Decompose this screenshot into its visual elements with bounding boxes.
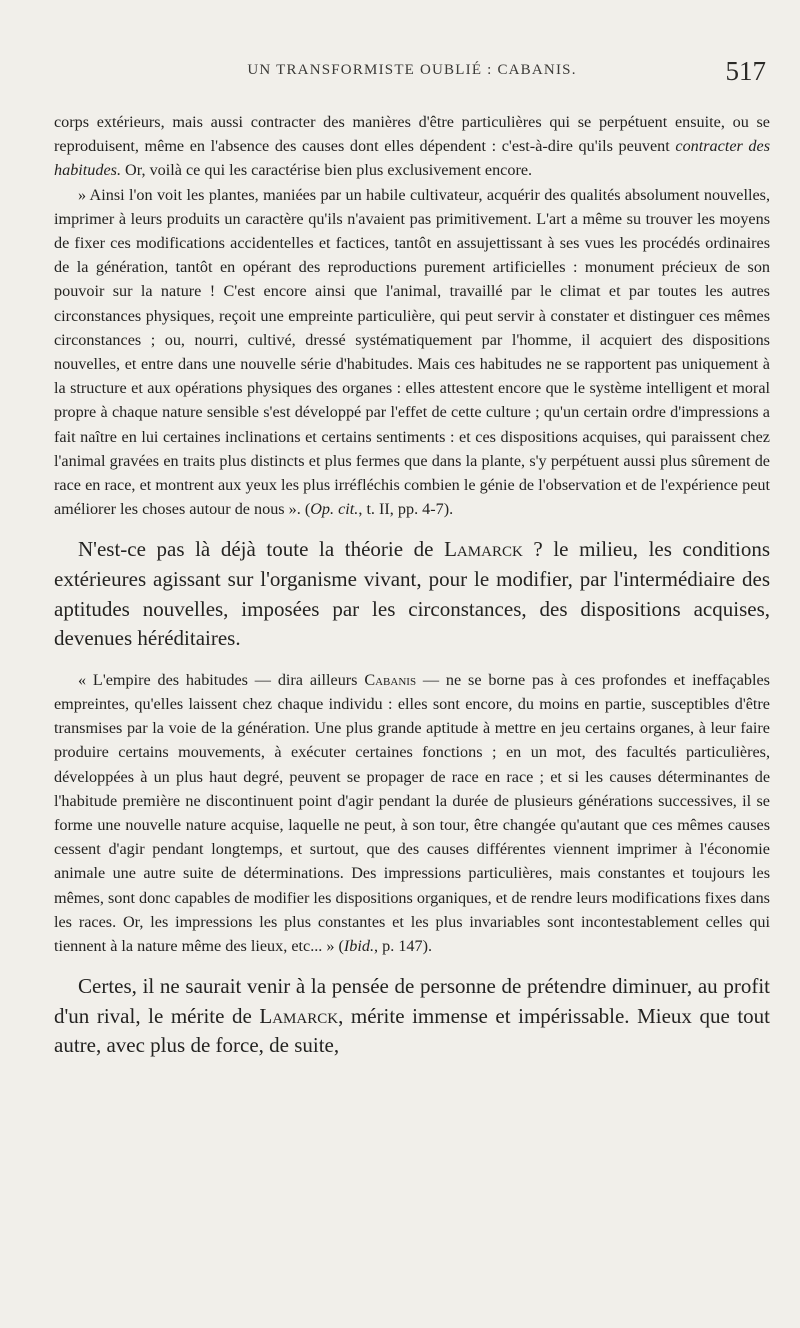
- text-run: » Ainsi l'on voit les plantes, maniées par un habile cultivateur, acquérir des qualités absolument nouvelles, imprimer à leurs produits un caractère qu'ils n'avaient pas primitivement. L'art a même su trouver les moyens de fixer ces modifications accidentelles et factices, tantôt en assujettissant à ses vues les procédés ordinaires de la génération, tantôt en opérant des reproductions purement artificielles : monument précieux de son pouvoir sur la nature ! C'est encore ainsi que l'animal, travaillé par le climat et par toutes les autres circonstances physiques, reçoit une empreinte particulière, qui peut servir à constater et distinguer ces mêmes circonstances ; ou, nourri, cultivé, dressé systématiquement par l'homme, il acquiert des dispositions nouvelles, et entre dans une nouvelle série d'habitudes. Mais ces habitudes ne se rapportent pas uniquement à la structure et aux opérations physiques des organes : elles attestent encore que le système intelligent et moral propre à chaque nature sensible s'est développé par l'effet de cette culture ; qu'un certain ordre d'impressions a fait naître en lui certaines inclinations et certains sentiments : et ces dispositions acquises, qui paraissent chez l'animal gravées en traits plus distincts et plus fermes que dans la plante, s'y perpétuent aussi plus sûrement de race en race, et montrent aux yeux les plus irréfléchis combien le génie de l'observation et de l'expérience peut améliorer les choses autour de nous ». (: [54, 185, 770, 519]
- text-run: Or, voilà ce qui les caractérise bien plus exclusivement encore.: [121, 161, 533, 180]
- page-header: [54, 56, 770, 92]
- citation-tail: , p. 147).: [374, 937, 433, 956]
- running-head: UN TRANSFORMISTE OUBLIÉ : CABANIS.: [247, 62, 577, 78]
- citation-italic: Ibid.: [343, 937, 375, 956]
- quote-paragraph-3: [54, 668, 770, 958]
- page-number: 517: [725, 56, 766, 86]
- text-run: N'est-ce pas là déjà toute la théorie de: [78, 537, 445, 562]
- author-name-lamarck: Lamarck: [259, 1003, 339, 1028]
- quote-paragraph-1: [54, 110, 770, 183]
- text-run: — ne se borne pas à ces profondes et ineffaçables empreintes, qu'elles laissent chez chaque individu : elles sont encore, du moins en partie, susceptibles d'être transmises par la voie de la génération. Une plus grande aptitude à mettre en jeu certains organes, à leur faire produire certains mouvements, à exécuter certaines fonctions ; en un mot, des facultés particulières, développées à un plus haut degré, peuvent se propager de race en race ; et si les causes déterminantes de l'habitude première ne discontinuent point d'agir pendant la durée de plusieurs générations successives, il se forme une nouvelle nature acquise, laquelle ne peut, à son tour, être changée qu'autant que ces mêmes causes cessent d'agir pendant longtemps, et surtout, que des causes différentes viennent imprimer à l'économie animale une autre suite de déterminations. Des impressions particulières, mais constantes et toujours les mêmes, sont donc capables de modifier les dispositions organiques, et de rendre leurs modifications fixes dans les races. Or, les impressions les plus constantes et les plus invariables sont incontestablement celles qui tiennent à la nature même des lieux, etc... » (: [54, 670, 770, 956]
- commentary-paragraph-1: [54, 535, 770, 653]
- text-run: , mérite immense et impérissable. Mieux que tout autre, avec plus de force, de suite,: [54, 1003, 770, 1058]
- commentary-paragraph-2: [54, 972, 770, 1061]
- text-run: corps extérieurs, mais aussi contracter des manières d'être particulières qui se perpétuent ensuite, ou se reproduisent, même en l'absence des causes dont elles dépendent : c'est-à-dire qu'ils peuvent: [54, 113, 770, 156]
- text-run: Certes, il ne saurait venir à la pensée de personne de prétendre diminuer, au profit d'un rival, le mérite de: [54, 974, 770, 1028]
- citation-italic: Op. cit.: [310, 500, 359, 519]
- author-name-cabanis: Cabanis: [364, 670, 417, 689]
- quote-paragraph-2: [54, 183, 770, 522]
- page-body: [54, 110, 770, 1061]
- italic-run: contracter des habitudes.: [54, 137, 770, 180]
- author-name-lamarck: Lamarck: [444, 537, 523, 562]
- citation-tail: , t. II, pp. 4-7).: [358, 500, 454, 519]
- text-run: ? le milieu, les conditions extérieures agissant sur l'organisme vivant, pour le modifier, par l'intermédiaire des aptitudes nouvelles, imposées par les circonstances, des dispositions acquises, devenues héréditaires.: [54, 537, 770, 651]
- text-run: « L'empire des habitudes — dira ailleurs: [78, 670, 365, 689]
